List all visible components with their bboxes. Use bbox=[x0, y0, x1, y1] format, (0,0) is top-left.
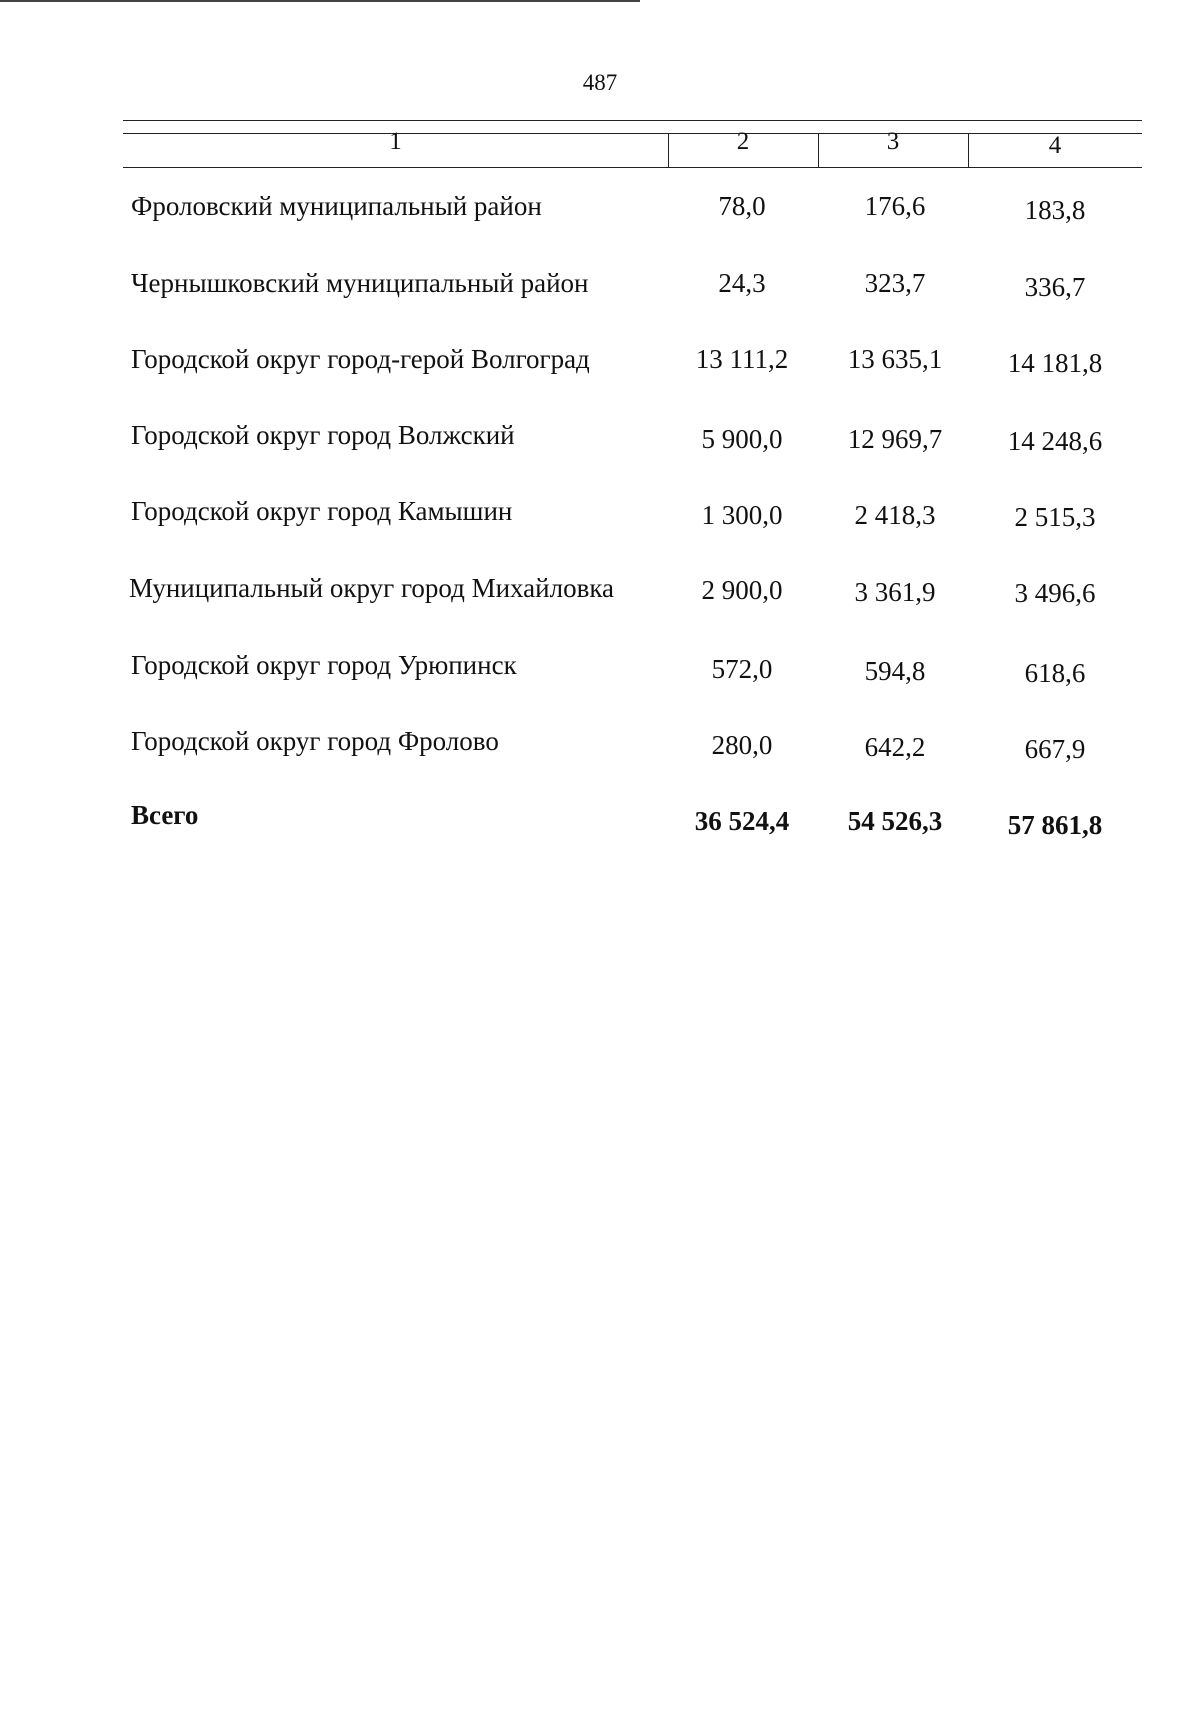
row-value-col4: 667,9 bbox=[1024, 734, 1086, 764]
row-name: Городской округ город-герой Волгоград bbox=[131, 344, 590, 374]
row-value-col2: 280,0 bbox=[711, 730, 773, 760]
page-number: 487 bbox=[582, 70, 618, 95]
row-value-col4: 14 181,8 bbox=[1007, 348, 1103, 378]
row-value-col4: 618,6 bbox=[1024, 658, 1086, 688]
table-row bbox=[0, 268, 1200, 308]
total-value-col4: 57 861,8 bbox=[1007, 810, 1103, 840]
row-value-col3: 12 969,7 bbox=[847, 424, 943, 454]
row-value-col4: 183,8 bbox=[1024, 195, 1086, 225]
row-name: Фроловский муниципальный район bbox=[131, 191, 542, 221]
scan-top-edge bbox=[0, 0, 640, 2]
header-bottom-rule bbox=[123, 167, 1142, 168]
row-value-col4: 2 515,3 bbox=[1014, 502, 1096, 532]
row-name: Городской округ город Урюпинск bbox=[131, 650, 517, 680]
total-value-col2: 36 524,4 bbox=[694, 806, 790, 836]
header-top-rule bbox=[123, 120, 1142, 121]
row-value-col3: 176,6 bbox=[864, 191, 926, 221]
table-row bbox=[0, 420, 1200, 460]
row-name: Чернышковский муниципальный район bbox=[131, 268, 589, 298]
row-value-col4: 14 248,6 bbox=[1007, 426, 1103, 456]
total-label: Всего bbox=[131, 800, 199, 830]
row-value-col2: 1 300,0 bbox=[701, 500, 783, 530]
table-row bbox=[0, 191, 1200, 231]
row-value-col2: 5 900,0 bbox=[701, 424, 783, 454]
row-name: Муниципальный округ город Михайловка bbox=[129, 573, 615, 603]
row-value-col2: 78,0 bbox=[718, 191, 766, 221]
table-row bbox=[0, 650, 1200, 690]
table-row bbox=[0, 573, 1200, 613]
column-header-3: 3 bbox=[886, 128, 900, 155]
row-value-col2: 572,0 bbox=[711, 654, 773, 684]
table-row bbox=[0, 344, 1200, 384]
table-row bbox=[0, 726, 1200, 766]
row-value-col3: 13 635,1 bbox=[847, 344, 943, 374]
column-header-1: 1 bbox=[389, 128, 402, 155]
row-name: Городской округ город Фролово bbox=[131, 726, 499, 756]
row-name: Городской округ город Камышин bbox=[131, 496, 513, 526]
column-header-2: 2 bbox=[736, 128, 750, 155]
row-value-col4: 3 496,6 bbox=[1014, 578, 1096, 608]
row-value-col3: 2 418,3 bbox=[854, 500, 936, 530]
row-name: Городской округ город Волжский bbox=[131, 420, 515, 450]
table-row bbox=[0, 496, 1200, 536]
row-value-col2: 13 111,2 bbox=[695, 344, 789, 374]
total-row bbox=[0, 800, 1200, 840]
table-header bbox=[123, 120, 1142, 168]
row-value-col3: 323,7 bbox=[864, 268, 926, 298]
row-value-col3: 594,8 bbox=[864, 656, 926, 686]
column-header-4: 4 bbox=[1048, 132, 1062, 159]
row-value-col2: 24,3 bbox=[718, 268, 766, 298]
total-value-col3: 54 526,3 bbox=[847, 806, 943, 836]
row-value-col4: 336,7 bbox=[1024, 272, 1086, 302]
row-value-col3: 642,2 bbox=[864, 732, 926, 762]
row-value-col3: 3 361,9 bbox=[854, 577, 936, 607]
row-value-col2: 2 900,0 bbox=[701, 575, 783, 605]
